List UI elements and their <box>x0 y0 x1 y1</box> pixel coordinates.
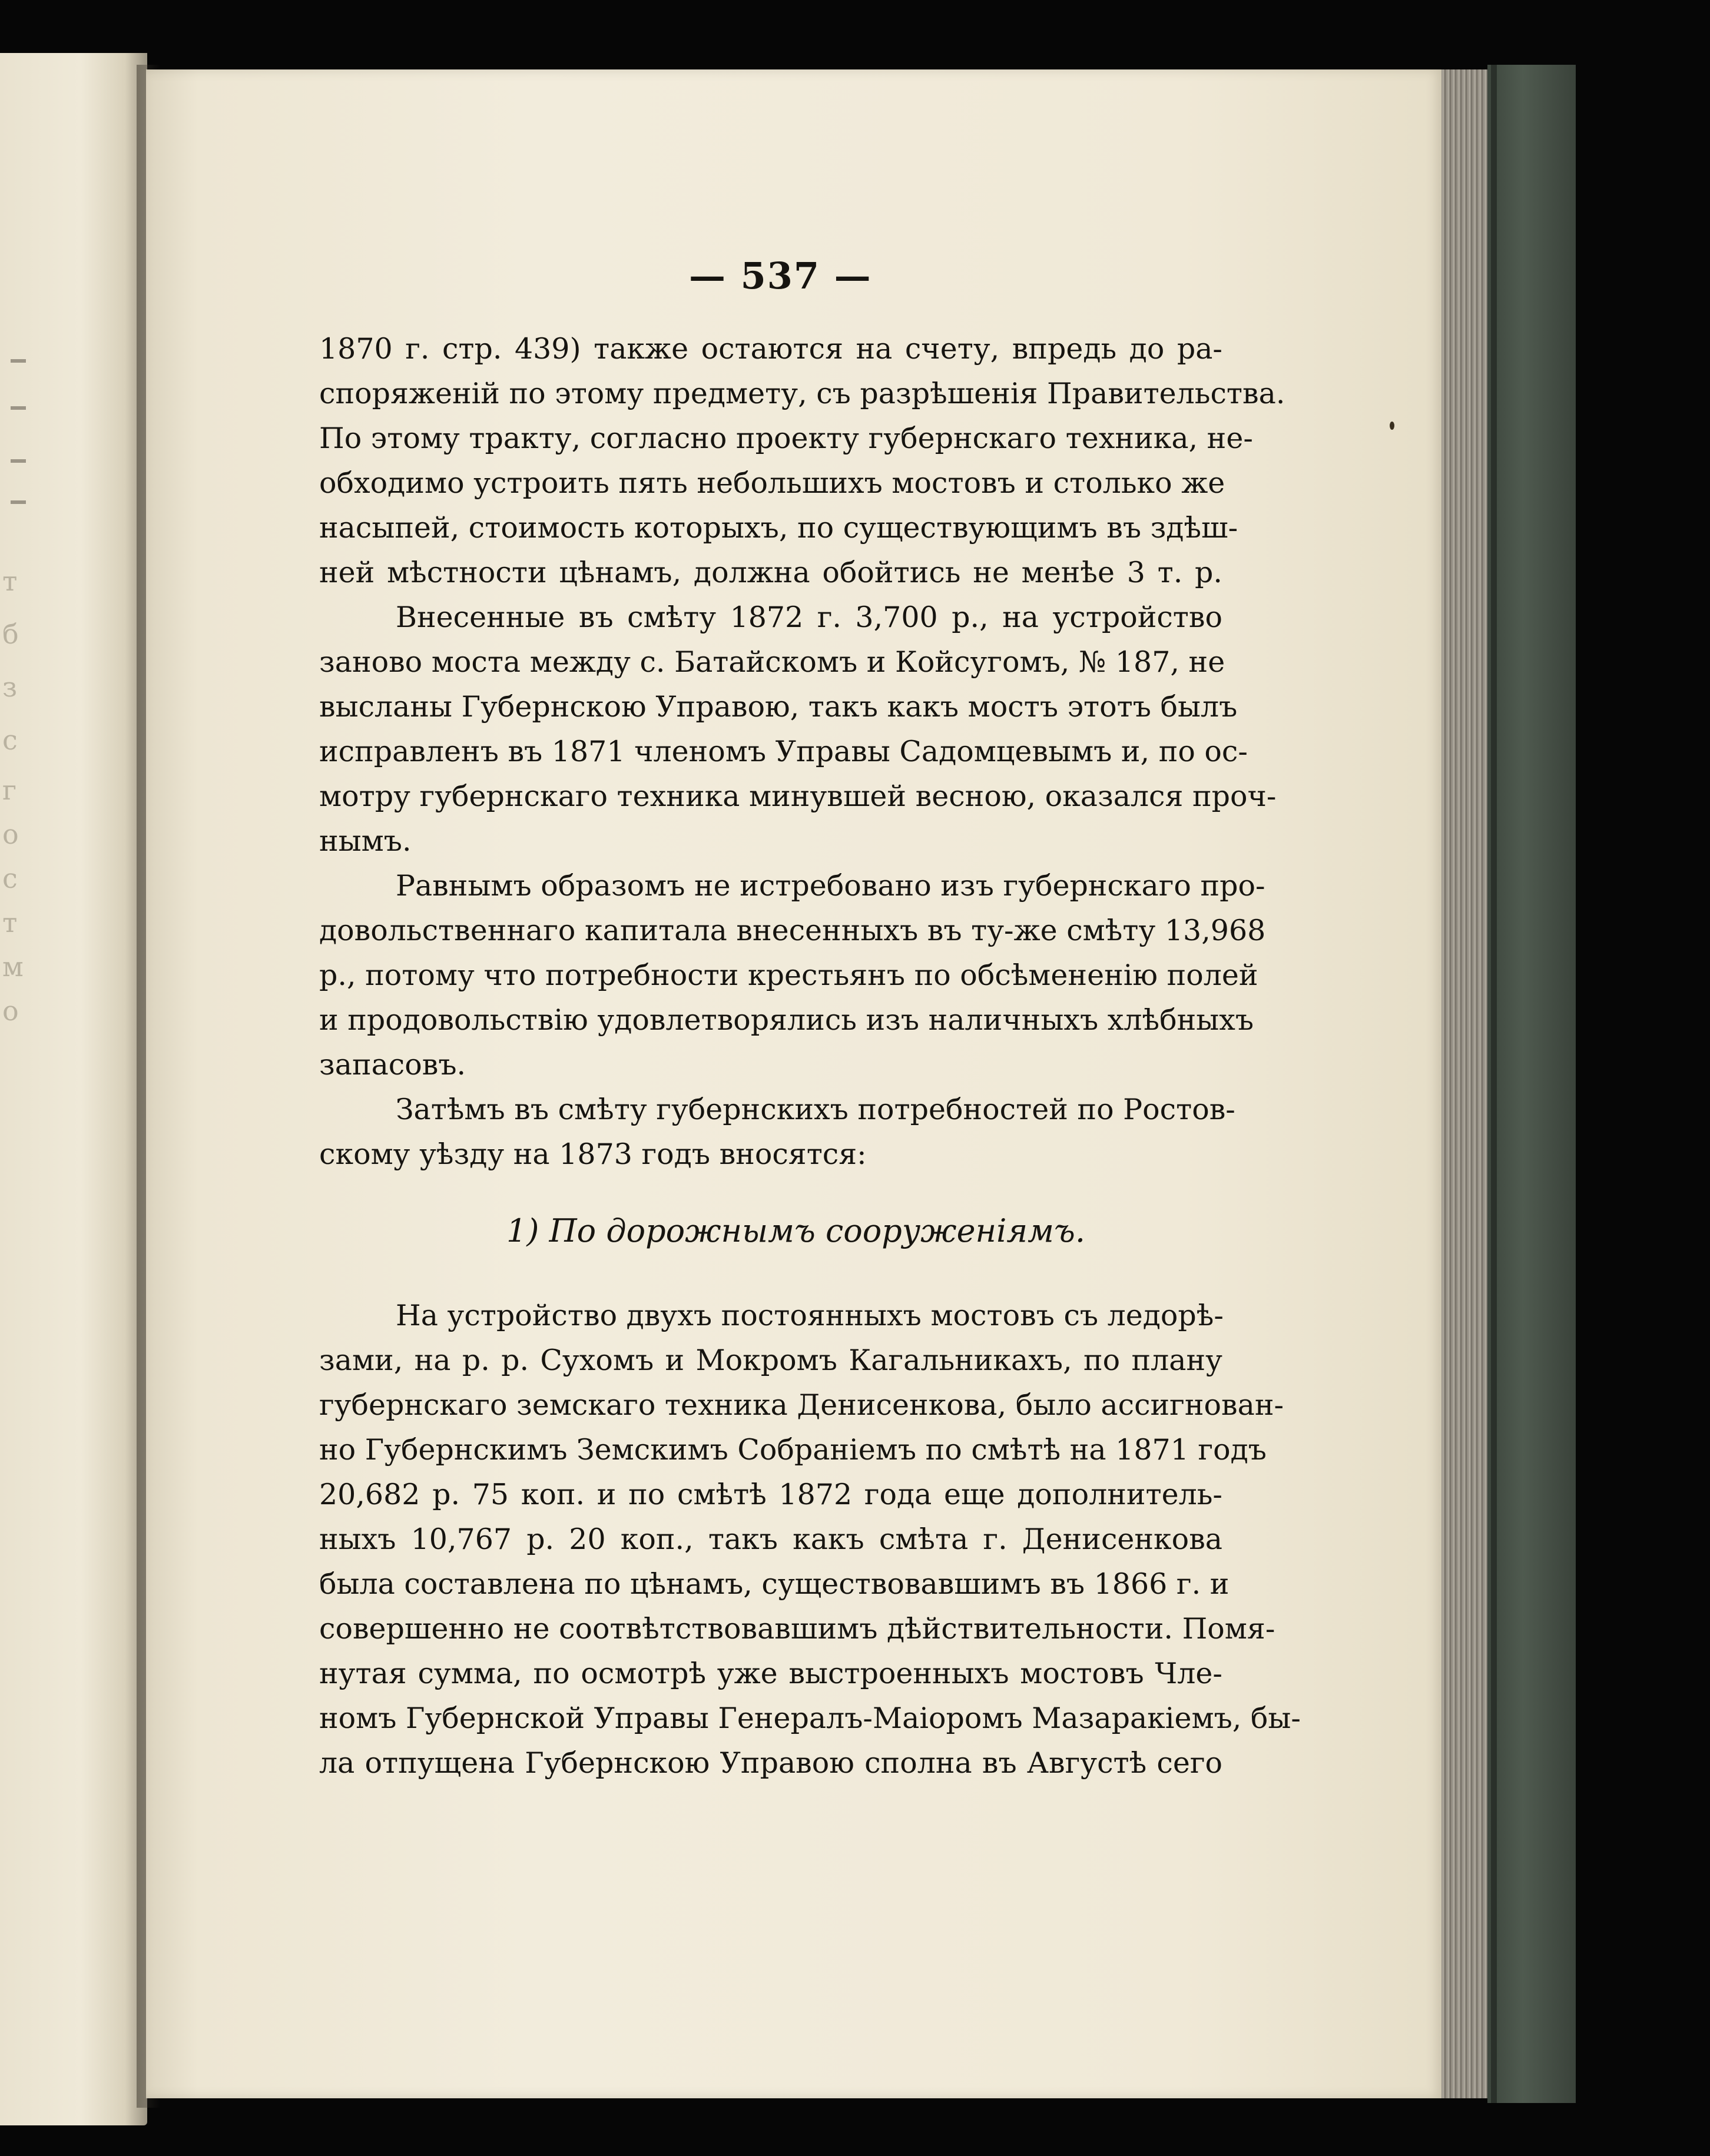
text-line: мотру губернскаго техника минувшей весною, оказался проч- <box>319 780 1277 813</box>
page-edges <box>1441 69 1487 2098</box>
left-page-ghost: с <box>2 863 18 894</box>
text-line: Равнымъ образомъ не истребовано изъ губернскаго про- <box>396 869 1265 903</box>
left-page-ghost: м <box>2 951 24 983</box>
text-line: нутая сумма, по осмотрѣ уже выстроенныхъ мостовъ Чле- <box>319 1657 1222 1690</box>
text-line: зами, на р. р. Сухомъ и Мокромъ Кагальникахъ, по плану <box>319 1344 1222 1377</box>
text-line: ныхъ 10,767 р. 20 коп., такъ какъ смѣта г. Денисенкова <box>319 1523 1222 1556</box>
text-line: р., потому что потребности крестьянъ по обсѣмененію полей <box>319 958 1258 992</box>
text-line: Внесенные въ смѣту 1872 г. 3,700 р., на устройство <box>396 601 1222 634</box>
text-line: 1870 г. стр. 439) также остаются на счету, впредь до ра- <box>319 332 1222 366</box>
text-line: насыпей, стоимость которыхъ, по существующимъ въ здѣш- <box>319 511 1238 545</box>
text-line: Затѣмъ въ смѣту губернскихъ потребностей по Ростов- <box>396 1093 1235 1126</box>
text-line: довольственнаго капитала внесенныхъ въ ту-же смѣту 13,968 <box>319 914 1266 947</box>
text-line: номъ Губернской Управы Генералъ-Маіоромъ Мазаракіемъ, бы- <box>319 1701 1301 1735</box>
page-number: — 537 — <box>689 254 872 297</box>
left-page-ghost: б <box>2 618 19 650</box>
left-page-ghost: з <box>2 671 18 703</box>
text-line: На устройство двухъ постоянныхъ мостовъ съ ледорѣ- <box>396 1299 1224 1332</box>
left-page-mark <box>11 459 26 463</box>
left-page-mark <box>11 406 26 410</box>
text-line: но Губернскимъ Земскимъ Собраніемъ по смѣтѣ на 1871 годъ <box>319 1433 1267 1467</box>
book-cover <box>1487 65 1576 2103</box>
text-line: заново моста между с. Батайскомъ и Койсугомъ, № 187, не <box>319 645 1225 679</box>
paper-spot <box>1390 422 1394 430</box>
left-page-ghost: т <box>2 907 18 938</box>
left-page-ghost: т <box>2 565 18 597</box>
text-line: скому уѣзду на 1873 годъ вносятся: <box>319 1137 867 1171</box>
text-line: ней мѣстности цѣнамъ, должна обойтись не менѣе 3 т. р. <box>319 556 1222 589</box>
text-line: и продовольствію удовлетворялись изъ наличныхъ хлѣбныхъ <box>319 1003 1254 1037</box>
left-page-ghost: г <box>2 774 17 806</box>
left-page-ghost: с <box>2 724 18 756</box>
text-line: По этому тракту, согласно проекту губернскаго техника, не- <box>319 422 1253 455</box>
text-line: была составлена по цѣнамъ, существовавшимъ въ 1866 г. и <box>319 1567 1230 1601</box>
text-line: высланы Губернскою Управою, такъ какъ мостъ этотъ былъ <box>319 690 1238 724</box>
text-line: запасовъ. <box>319 1048 466 1082</box>
left-page-ghost: о <box>2 995 19 1027</box>
text-line: исправленъ въ 1871 членомъ Управы Садомцевымъ и, по ос- <box>319 735 1248 768</box>
left-page-ghost: о <box>2 818 19 850</box>
text-line: 20,682 р. 75 коп. и по смѣтѣ 1872 года еще дополнитель- <box>319 1478 1222 1511</box>
left-page-mark <box>11 500 26 504</box>
text-line: споряженій по этому предмету, съ разрѣшенія Правительства. <box>319 377 1285 410</box>
section-heading: 1) По дорожнымъ сооруженіямъ. <box>506 1212 1086 1249</box>
left-page <box>0 53 147 2125</box>
text-line: обходимо устроить пять небольшихъ мостовъ и столько же <box>319 466 1225 500</box>
text-line: ла отпущена Губернскою Управою сполна въ Августѣ сего <box>319 1746 1222 1780</box>
text-line: совершенно не соотвѣтствовавшимъ дѣйствительности. Помя- <box>319 1612 1275 1646</box>
left-page-mark <box>11 359 26 363</box>
text-line: нымъ. <box>319 824 412 858</box>
text-line: губернскаго земскаго техника Денисенкова, было ассигнован- <box>319 1388 1284 1422</box>
